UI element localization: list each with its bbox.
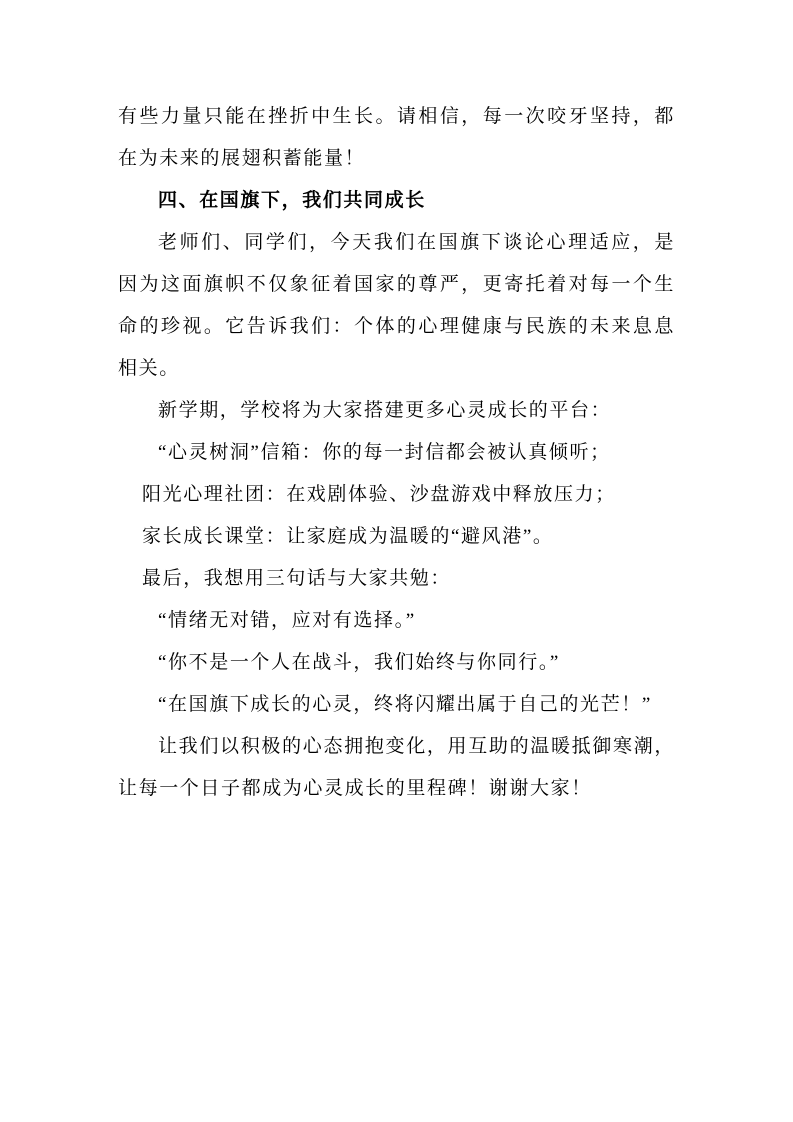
quote-line: “在国旗下成长的心灵，终将闪耀出属于自己的光芒！” <box>158 694 652 715</box>
quote-paragraph-3 <box>118 684 675 726</box>
text-line: 最后，我想用三句话与大家共勉： <box>142 568 452 589</box>
paragraph-mailbox <box>118 432 675 474</box>
text-line: 因为这面旗帜不仅象征着国家的尊严，更寄托着对每一个生 <box>118 274 675 295</box>
text-line: 命的珍视。它告诉我们：个体的心理健康与民族的未来息息 <box>118 316 675 337</box>
quote-line: “情绪无对错，应对有选择。” <box>158 610 416 631</box>
text-line: “心灵树洞”信箱：你的每一封信都会被认真倾听； <box>158 442 611 463</box>
text-line: 新学期，学校将为大家搭建更多心灵成长的平台： <box>158 400 612 421</box>
quote-paragraph-2 <box>118 642 675 684</box>
text-line: 在为未来的展翅积蓄能量！ <box>118 148 366 169</box>
text-line: 相关。 <box>118 358 180 379</box>
document-body <box>118 96 675 810</box>
paragraph-new-semester <box>118 390 675 432</box>
quote-paragraph-1 <box>118 600 675 642</box>
text-line: 有些力量只能在挫折中生长。请相信，每一次咬牙坚持，都 <box>118 106 675 127</box>
heading-text: 四、在国旗下，我们共同成长 <box>158 190 426 211</box>
text-line: 阳光心理社团：在戏剧体验、沙盘游戏中释放压力； <box>142 484 616 505</box>
paragraph-closing <box>118 726 675 810</box>
text-line: 家长成长课堂：让家庭成为温暖的“避风港”。 <box>142 526 554 547</box>
paragraph-parent-class <box>118 516 675 558</box>
paragraph-sunshine-club <box>118 474 675 516</box>
quote-line: “你不是一个人在战斗，我们始终与你同行。” <box>158 652 560 673</box>
paragraph-flag-meaning <box>118 222 675 390</box>
text-line: 老师们、同学们，今天我们在国旗下谈论心理适应，是 <box>158 232 675 253</box>
paragraph-three-sayings-intro <box>118 558 675 600</box>
text-line: 让每一个日子都成为心灵成长的里程碑！谢谢大家！ <box>118 778 592 799</box>
text-line: 让我们以积极的心态拥抱变化，用互助的温暖抵御寒潮， <box>158 736 675 757</box>
paragraph-continuation <box>118 96 675 180</box>
section-heading <box>118 180 675 222</box>
